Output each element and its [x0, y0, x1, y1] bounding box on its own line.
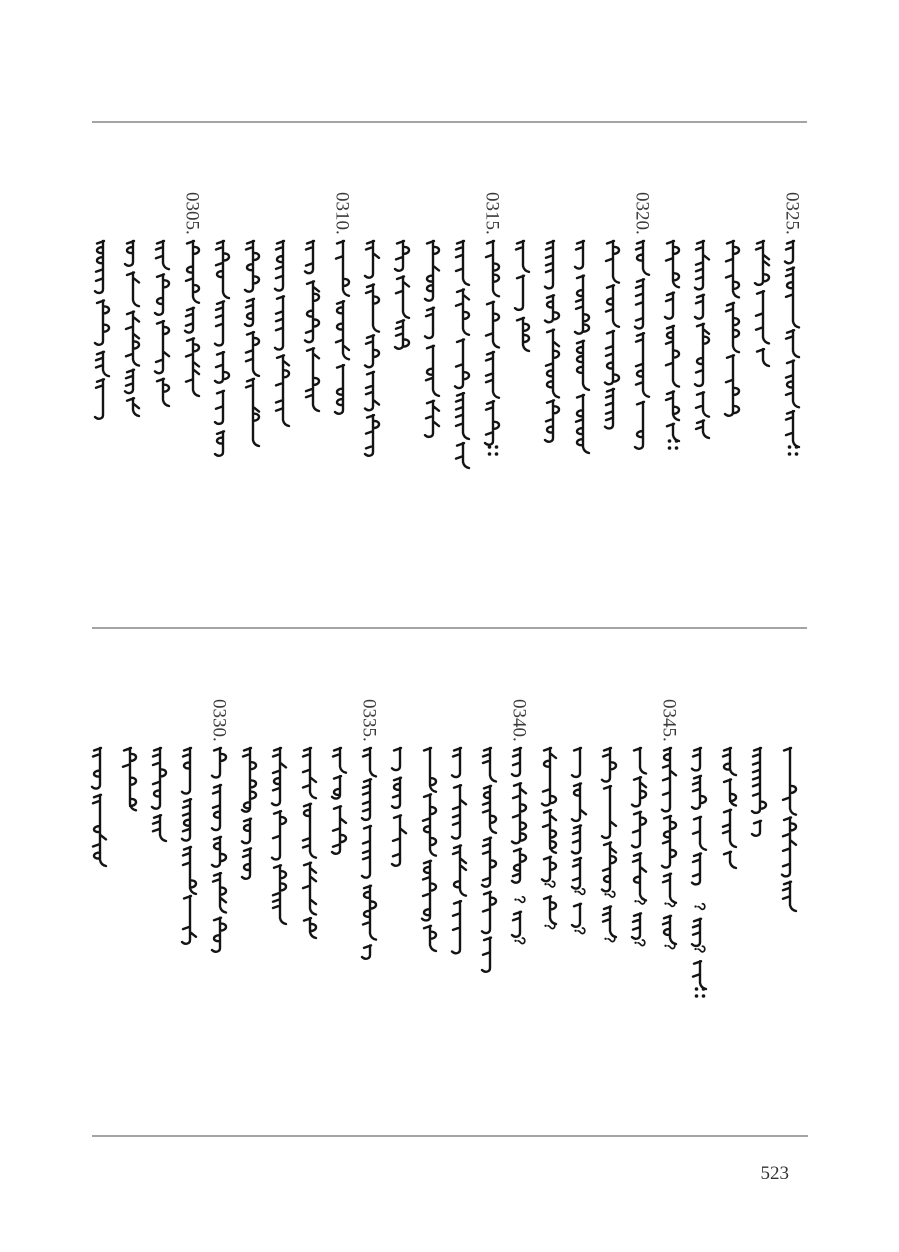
line-number: 0310.	[331, 192, 353, 235]
punctuation-dot	[795, 445, 799, 449]
question-mark-hook	[548, 881, 555, 887]
mongolian-script-line	[395, 241, 409, 349]
lower-text-block	[92, 748, 796, 998]
mongolian-script-line	[575, 241, 589, 453]
double-colon-mark	[488, 445, 499, 456]
double-colon-mark	[788, 445, 799, 456]
mongolian-script-line	[455, 241, 469, 468]
line-number: 0335.	[358, 699, 380, 742]
mongolian-script-line	[392, 748, 406, 866]
question-mark-hook	[638, 940, 645, 946]
question-mark-hook	[548, 923, 555, 929]
mongolian-script-line	[275, 241, 289, 426]
line-number: 0320.	[631, 192, 653, 235]
punctuation-dot	[488, 445, 492, 449]
punctuation-dot	[668, 439, 672, 443]
mongolian-script-line	[155, 241, 169, 406]
mongolian-script-line	[335, 241, 349, 414]
question-mark-dot	[574, 930, 576, 932]
question-mark-dot	[514, 898, 516, 900]
punctuation-dot	[702, 987, 706, 991]
mongolian-script-line	[632, 748, 646, 939]
question-mark-hook	[698, 904, 705, 910]
question-mark-hook	[608, 892, 615, 898]
question-mark-hook	[578, 928, 585, 934]
mongolian-script-line	[422, 748, 436, 951]
upper-line-numbers	[181, 192, 802, 235]
line-number: 0325.	[781, 192, 803, 235]
mongolian-script-line	[695, 241, 709, 438]
punctuation-dot	[788, 452, 792, 456]
mongolian-script-line	[485, 241, 499, 445]
mongolian-script-line	[212, 748, 226, 952]
question-mark-dot	[694, 948, 696, 950]
mongolian-script-line	[95, 241, 109, 419]
question-mark-dot	[664, 945, 666, 947]
mongolian-script-line	[185, 241, 199, 396]
double-colon-mark	[695, 987, 706, 998]
punctuation-dot	[488, 452, 492, 456]
mongolian-script-line	[332, 748, 346, 854]
punctuation-dot	[695, 994, 699, 998]
question-mark-hook	[518, 897, 525, 903]
question-mark	[514, 897, 524, 903]
mongolian-script-line	[602, 748, 616, 937]
question-mark	[694, 904, 704, 910]
page-number: 523	[760, 1163, 789, 1184]
double-colon-mark	[668, 439, 679, 450]
question-mark-dot	[634, 900, 636, 902]
punctuation-dot	[695, 987, 699, 991]
punctuation-dot	[495, 445, 499, 449]
question-mark-hook	[698, 946, 705, 952]
mongolian-script-line	[662, 748, 676, 944]
question-mark-hook	[608, 936, 615, 942]
mongolian-script-line	[215, 241, 229, 456]
question-mark-dot	[544, 883, 546, 885]
mongolian-script-line	[303, 748, 316, 938]
question-mark-dot	[514, 940, 516, 942]
question-mark	[544, 923, 554, 929]
punctuation-dot	[495, 452, 499, 456]
question-mark-dot	[694, 905, 696, 907]
question-mark-dot	[604, 893, 606, 895]
question-mark-dot	[544, 925, 546, 927]
question-mark	[604, 936, 614, 942]
question-mark-dot	[634, 942, 636, 944]
mongolian-script-line	[152, 748, 166, 841]
question-mark	[634, 898, 644, 904]
question-mark-dot	[664, 902, 666, 904]
mongolian-script-line	[512, 748, 526, 937]
mongolian-script-line	[182, 748, 196, 944]
punctuation-dot	[675, 439, 679, 443]
mongolian-script-line	[723, 748, 736, 868]
mongolian-script-line	[125, 241, 139, 416]
mongolian-script-line	[482, 748, 496, 972]
mongolian-script-line	[665, 241, 679, 441]
mongolian-script-line	[365, 241, 379, 456]
mongolian-script-line	[572, 748, 586, 927]
question-mark	[514, 938, 524, 944]
mongolian-script-line	[362, 748, 376, 959]
mongolian-script-line	[692, 748, 706, 989]
mongolian-script-line	[542, 748, 556, 924]
punctuation-dot	[675, 446, 679, 450]
line-number: 0340.	[508, 699, 530, 742]
mongolian-script-line	[545, 241, 559, 442]
mongolian-script-line	[605, 241, 619, 428]
punctuation-dot	[795, 452, 799, 456]
mongolian-script-line	[242, 748, 256, 879]
mongolian-script-line	[755, 241, 769, 366]
question-mark	[574, 928, 584, 934]
punctuation-dot	[668, 446, 672, 450]
mongolian-script-line	[785, 241, 799, 447]
question-mark	[634, 940, 644, 946]
mongolian-script-line	[782, 748, 796, 911]
mongolian-script-line	[305, 241, 319, 411]
question-mark	[664, 943, 674, 949]
line-number: 0330.	[208, 699, 230, 742]
question-mark-hook	[518, 938, 525, 944]
lower-line-numbers	[208, 699, 679, 742]
mongolian-script-line	[92, 748, 106, 866]
line-number: 0345.	[658, 699, 680, 742]
question-mark-hook	[668, 943, 675, 949]
mongolian-script-line	[123, 748, 136, 810]
mongolian-script-line	[752, 748, 766, 836]
line-number: 0315.	[481, 192, 503, 235]
mongolian-script-line	[272, 748, 286, 924]
question-mark-dot	[574, 890, 576, 892]
line-number: 0305.	[181, 192, 203, 235]
mongolian-script-line	[425, 241, 439, 437]
question-mark-hook	[578, 889, 585, 895]
punctuation-dot	[788, 445, 792, 449]
mongolian-script-line	[515, 241, 529, 351]
mongolian-script-line	[245, 241, 259, 446]
mongolian-script-line	[725, 241, 739, 416]
question-mark	[664, 901, 674, 907]
punctuation-dot	[702, 994, 706, 998]
upper-text-block	[95, 241, 799, 468]
mongolian-script-line	[452, 748, 466, 953]
question-mark-dot	[604, 938, 606, 940]
mongolian-script-line	[635, 241, 649, 449]
